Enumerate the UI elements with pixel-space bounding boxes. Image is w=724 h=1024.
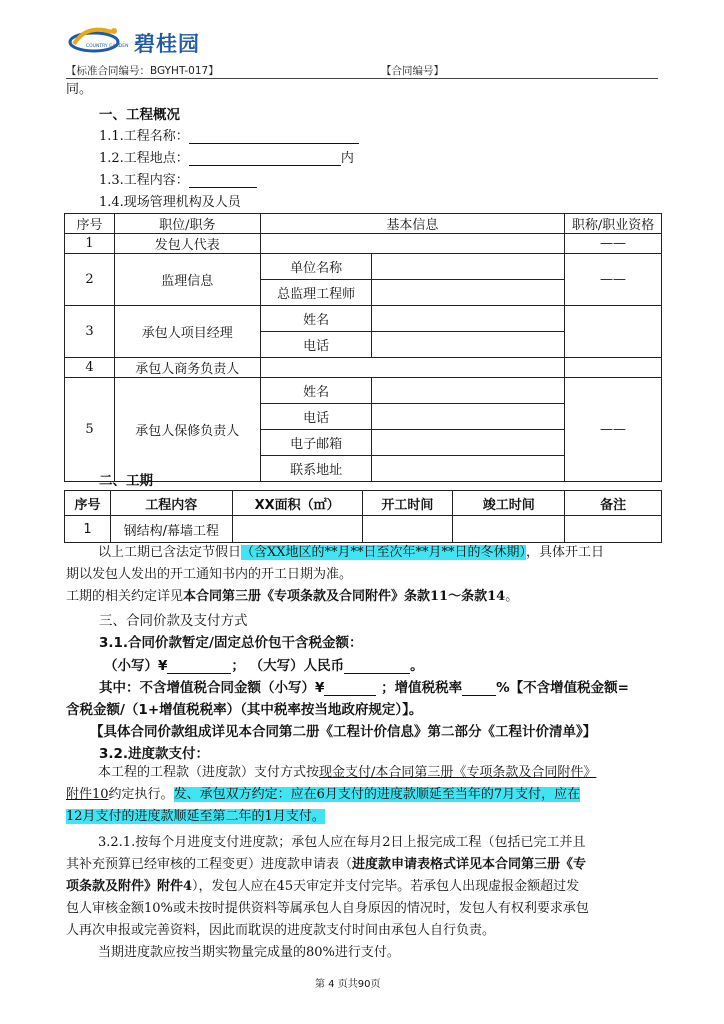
field-label: 电话 — [260, 332, 372, 358]
row-role: 承包人项目经理 — [114, 306, 260, 358]
field-label: 电子邮箱 — [260, 430, 372, 456]
table-row — [65, 378, 662, 404]
s321-text: 其补充预算已经审核的工程变更）进度款申请表（ — [66, 857, 353, 872]
logo-text: 碧桂园 — [134, 32, 200, 56]
amount-end: 。 — [410, 658, 424, 674]
row-content: 钢结构/幕墙工程 — [110, 516, 232, 543]
field-value — [372, 254, 565, 280]
project-content-row — [99, 169, 257, 188]
field-value — [372, 378, 565, 404]
schedule-table — [64, 490, 662, 543]
payment-paragraph — [66, 762, 660, 964]
winter-break-highlight: （含XX地区的**月**日至次年**月**日的冬休期） — [241, 545, 527, 560]
row-no: 1 — [65, 516, 111, 543]
field-label: 联系地址 — [260, 456, 372, 482]
row-qual — [565, 358, 662, 378]
table-row — [65, 516, 662, 543]
col-header: XX面积（㎡） — [232, 491, 362, 516]
cell-blank — [232, 516, 362, 543]
row-role: 承包人商务负责人 — [114, 358, 260, 378]
col-header: 序号 — [65, 214, 115, 234]
field-label: 电话 — [260, 404, 372, 430]
payment-deferral-highlight: 12月支付的进度款顺延至第二年的1月支付。 — [66, 809, 325, 824]
period-text: 以上工期已含法定节假日 — [98, 545, 242, 560]
field-value — [372, 306, 565, 332]
field-label: 姓名 — [260, 378, 372, 404]
s321-text: 3.2.1.按每个月进度支付进度款；承包人应在每月2日上报完成工程（包括已完工并且 — [98, 835, 586, 850]
payment-method: 现金支付/本合同第三册《专项条款及合同附件》 — [319, 765, 597, 780]
s321-reference: 项条款及附件》附件4 — [66, 879, 193, 894]
contract-no: 【合同编号】 — [381, 65, 444, 77]
table-header-row — [65, 214, 662, 234]
tax-label: 其中：不含增值税合同金额（小写）¥ — [99, 680, 325, 696]
tax-formula-line2: 含税金额/（1+增值税税率）（其中税率按当地政府规定）】。 — [66, 702, 423, 718]
col-header: 序号 — [65, 491, 111, 516]
amount-big-label: （大写）人民币 — [249, 658, 345, 674]
payment-text: 本工程的工程款（进度款）支付方式按 — [98, 765, 320, 780]
project-content-label: 1.3.工程内容： — [99, 173, 189, 188]
period-text: 工期的相关约定详见 — [66, 589, 184, 604]
field-value — [372, 430, 565, 456]
table-row — [65, 254, 662, 280]
period-reference: 本合同第三册《专项条款及合同附件》条款11～条款14 — [183, 589, 506, 604]
s321-text: 当期进度款应按当期实物量完成量的80%进行支付。 — [98, 945, 400, 960]
s321-text: 包人审核金额10%或未按时提供资料等属承包人自身原因的情况时，发包人有权利要求承包 — [66, 901, 589, 916]
project-content-blank — [189, 173, 257, 188]
amount-big-blank — [344, 659, 410, 674]
field-value — [372, 332, 565, 358]
tax-rate-label: ；增值税税率 — [381, 680, 463, 696]
section2-title: 二、工期 — [99, 473, 153, 489]
row-info-blank — [260, 234, 564, 254]
section1-title: 一、工程概况 — [99, 107, 180, 123]
standard-contract-no: 【标准合同编号：BGYHT-017】 — [66, 65, 219, 77]
s321-text: 人再次申报或完善资料，因此而耽误的进度款支付时间由承包人自行负责。 — [66, 923, 496, 938]
price-detail-note: 【具体合同价款组成详见本合同第二册《工程计价信息》第二部分《工程计价清单》】 — [90, 724, 597, 740]
intro-fragment: 同。 — [66, 82, 93, 97]
field-label: 单位名称 — [260, 254, 372, 280]
header-divider — [66, 78, 658, 79]
s321-text: ），发包人应在45天审定并支付完毕。若承包人出现虚报金额超过发 — [192, 879, 580, 894]
col-header: 竣工时间 — [453, 491, 565, 516]
section3-title: 三、合同价款及支付方式 — [99, 613, 248, 629]
company-logo-icon — [66, 22, 128, 56]
payment-text: 约定执行。 — [108, 787, 174, 802]
row-no: 2 — [65, 254, 115, 306]
col-header: 职称/职业资格 — [565, 214, 662, 234]
amount-small-label: （小写）¥ — [104, 658, 168, 674]
field-label: 姓名 — [260, 306, 372, 332]
tax-row — [99, 676, 629, 696]
row-qual: —— — [565, 234, 662, 254]
period-text: 期以发包人发出的开工通知书内的开工日期为准。 — [66, 567, 353, 582]
tax-formula: %【不含增值税金额= — [496, 680, 629, 696]
tax-amount-blank — [324, 681, 376, 696]
amount-sep: ； — [231, 658, 245, 674]
table-row — [65, 234, 662, 254]
row-qual — [565, 306, 662, 358]
col-header: 备注 — [565, 491, 662, 516]
row-qual: —— — [565, 378, 662, 482]
payment-annex: 附件10 — [66, 787, 109, 802]
payment-deferral-highlight: 发、承包双方约定：应在6月支付的进度款顺延至当年的7月支付，应在 — [173, 787, 581, 802]
project-name-label: 1.1.工程名称： — [99, 129, 189, 144]
row-qual: —— — [565, 254, 662, 306]
s321-reference: 进度款申请表格式详见本合同第三册《专 — [352, 857, 587, 872]
site-staff-table — [64, 213, 662, 482]
site-management-label: 1.4.现场管理机构及人员 — [99, 195, 241, 210]
project-location-blank — [189, 151, 341, 166]
table-row — [65, 306, 662, 332]
project-name-row — [99, 125, 359, 144]
period-text: ，具体开工日 — [526, 545, 605, 560]
cell-blank — [453, 516, 565, 543]
row-role: 承包人保修负责人 — [114, 378, 260, 482]
col-header: 开工时间 — [362, 491, 453, 516]
col-header: 职位/职务 — [114, 214, 260, 234]
period-paragraph — [66, 542, 660, 608]
col-header: 工程内容 — [110, 491, 232, 516]
row-info-blank — [260, 358, 564, 378]
row-no: 5 — [65, 378, 115, 482]
project-name-blank — [189, 129, 359, 144]
page-number: 第 4 页共90页 — [315, 979, 381, 990]
tax-rate-blank — [462, 681, 496, 696]
logo-small-text: COUNTRY GARDEN — [86, 44, 129, 49]
row-no: 3 — [65, 306, 115, 358]
s32-title: 3.2.进度款支付： — [99, 746, 210, 762]
project-location-suffix: 内 — [340, 151, 354, 166]
row-no: 1 — [65, 234, 115, 254]
table-row — [65, 358, 662, 378]
project-location-row — [99, 147, 354, 166]
field-label: 总监理工程师 — [260, 280, 372, 306]
field-value — [372, 404, 565, 430]
row-no: 4 — [65, 358, 115, 378]
project-location-label: 1.2.工程地点： — [99, 151, 189, 166]
cell-blank — [362, 516, 453, 543]
col-header: 基本信息 — [260, 214, 564, 234]
period-text: 。 — [505, 589, 519, 604]
row-role: 监理信息 — [114, 254, 260, 306]
field-value — [372, 280, 565, 306]
s31-title: 3.1.合同价款暂定/固定总价包干含税金额： — [99, 635, 363, 651]
amount-small-blank — [167, 659, 231, 674]
field-value — [372, 456, 565, 482]
cell-blank — [565, 516, 662, 543]
amount-row — [104, 654, 424, 674]
table-header-row — [65, 491, 662, 516]
row-role: 发包人代表 — [114, 234, 260, 254]
